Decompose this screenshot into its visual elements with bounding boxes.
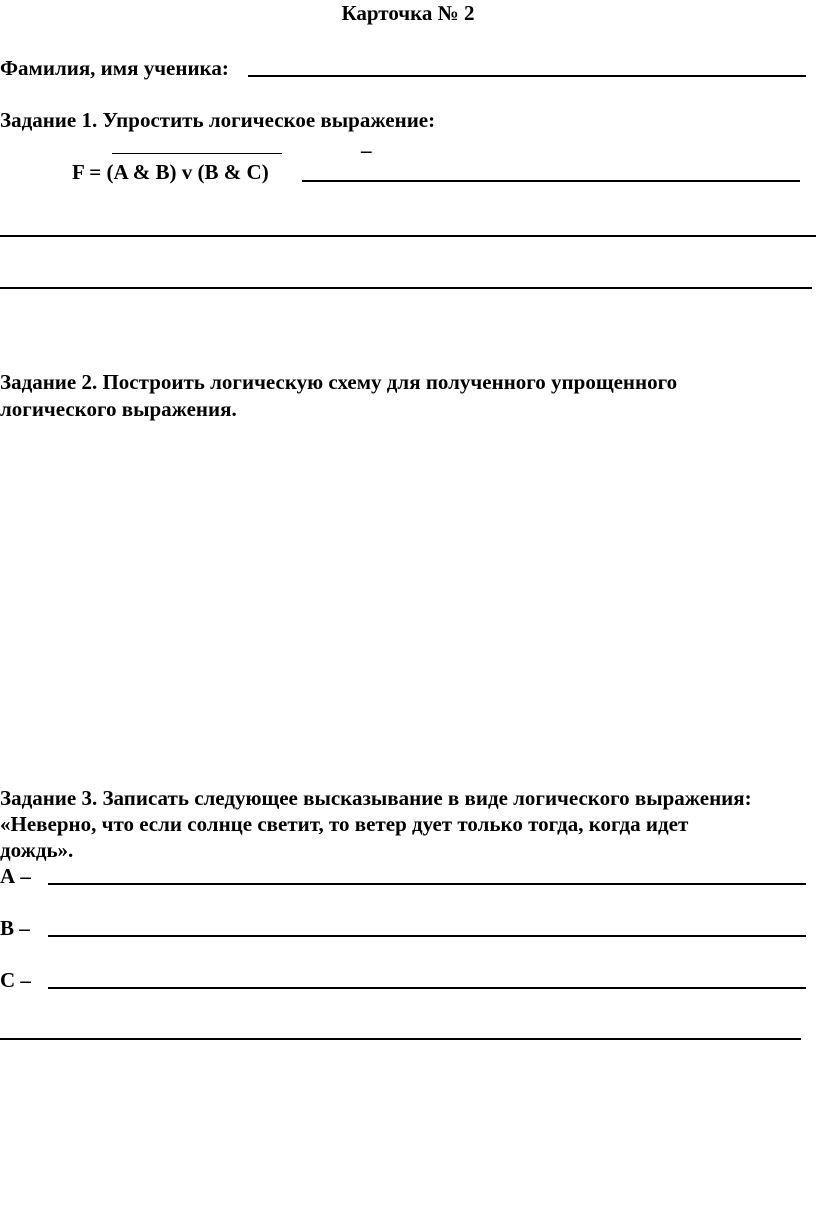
formula-lhs: F = <box>72 160 107 184</box>
formula-part2-var: C <box>246 160 262 184</box>
formula-text <box>72 160 269 184</box>
task3-var-b-field[interactable] <box>48 935 806 937</box>
task3-var-a-label: А – <box>0 864 31 888</box>
formula-part2-open: (B & <box>197 160 247 184</box>
task1-heading: Задание 1. Упростить логическое выражение: <box>0 108 436 132</box>
page-title: Карточка № 2 <box>341 1 475 25</box>
task3-var-a-field[interactable] <box>48 883 806 885</box>
task2-heading-line1: Задание 2. Построить логическую схему для полученного упрощенного <box>0 370 678 394</box>
formula-c-negation: _ <box>361 131 372 155</box>
task3-heading: Задание 3. Записать следующее высказывание в виде логического выражения: <box>0 786 752 810</box>
task3-answer-line[interactable] <box>0 1038 801 1040</box>
task2-heading-line2: логического выражения. <box>0 397 237 421</box>
task1-answer-line-3[interactable] <box>0 287 812 289</box>
task3-var-c-field[interactable] <box>48 987 806 989</box>
formula-negation-bar <box>112 153 282 154</box>
task3-quote-line1: «Неверно, что если солнце светит, то ветер дует только тогда, когда идет <box>0 812 689 836</box>
task3-var-b-label: В – <box>0 916 30 940</box>
formula-part2-close: ) <box>261 160 269 184</box>
task1-answer-line-2[interactable] <box>0 235 816 237</box>
student-name-label: Фамилия, имя ученика: <box>0 56 229 80</box>
formula-op: v <box>176 160 198 184</box>
task1-formula <box>72 160 269 184</box>
formula-part1: (A & B) <box>106 160 177 184</box>
task3-var-c-label: С – <box>0 968 31 992</box>
task1-answer-line-1[interactable] <box>302 180 800 182</box>
student-name-field[interactable] <box>248 75 806 77</box>
task3-quote-line2: дождь». <box>0 838 74 862</box>
